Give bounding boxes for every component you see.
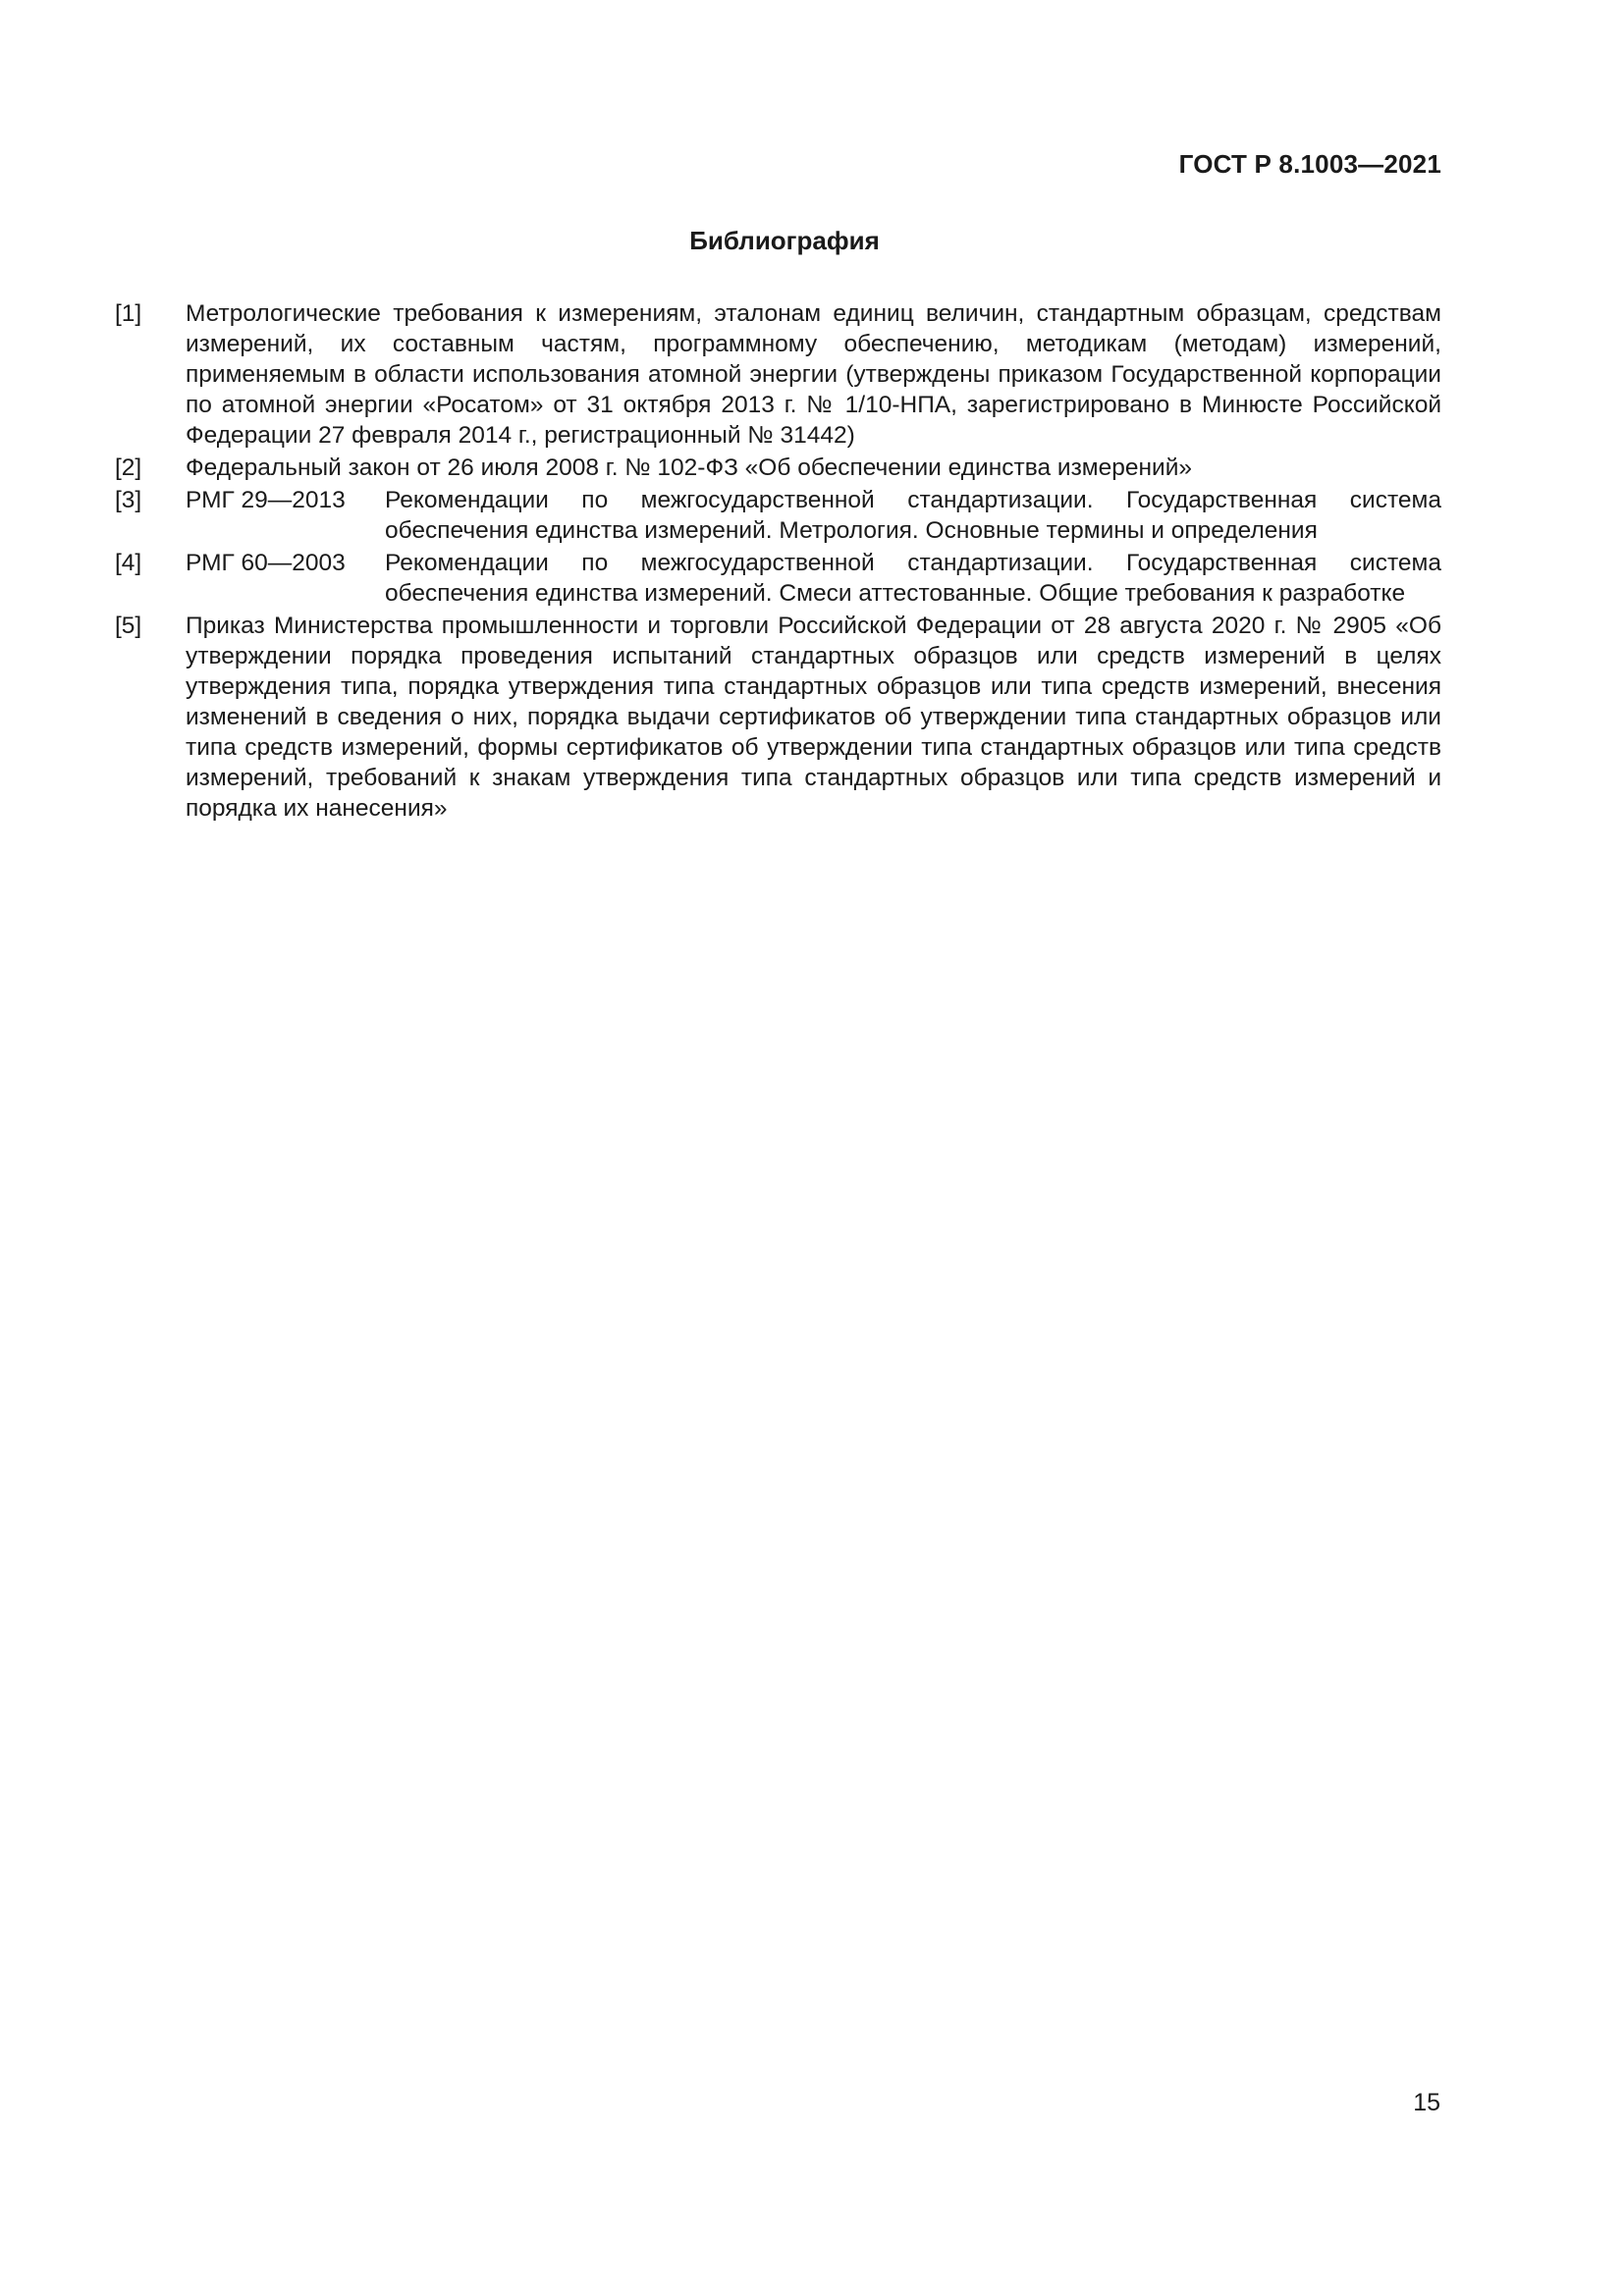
bibliography-entry-1	[115, 298, 1441, 451]
page-number: 15	[1413, 2089, 1440, 2116]
bibliography-list	[115, 298, 1441, 826]
entry-text: Метрологические требования к измерениям, эталонам единиц величин, стандартным образцам, средствам измерений, их составным частям, программному обеспечению, методикам (методам) измерений, применяемым в области использования атомной энергии (утверждены приказом Государственной корпорации по атомной энергии «Росатом» от 31 октября 2013 г. № 1/10-НПА, зарегистрировано в Минюсте Российской Федерации 27 февраля 2014 г., регистрационный № 31442)	[186, 300, 1441, 449]
section-title: Библиография	[689, 226, 880, 255]
bibliography-entry-2	[115, 453, 1441, 483]
entry-code: РМГ 60—2003	[186, 550, 346, 576]
entry-number: [2]	[115, 454, 142, 481]
entry-code: РМГ 29—2013	[186, 487, 346, 513]
bibliography-entry-5	[115, 611, 1441, 824]
entry-number: [5]	[115, 613, 142, 639]
bibliography-entry-4	[115, 548, 1441, 609]
entry-number: [3]	[115, 487, 142, 513]
entry-text: Федеральный закон от 26 июля 2008 г. № 102-ФЗ «Об обеспечении единства измерений»	[186, 454, 1193, 481]
standard-number: ГОСТ Р 8.1003—2021	[1178, 149, 1441, 179]
entry-number: [4]	[115, 550, 142, 576]
bibliography-entry-3	[115, 485, 1441, 546]
entry-text: Рекомендации по межгосударственной стандартизации. Государственная система обеспечения единства измерений. Метрология. Основные термины и определения	[385, 487, 1441, 544]
entry-number: [1]	[115, 300, 142, 327]
entry-text: Рекомендации по межгосударственной стандартизации. Государственная система обеспечения единства измерений. Смеси аттестованные. Общие требования к разработке	[385, 550, 1441, 607]
entry-text: Приказ Министерства промышленности и торговли Российской Федерации от 28 августа 2020 г. № 2905 «Об утверждении порядка проведения испытаний стандартных образцов или средств измерений в целях утверждения типа, порядка утверждения типа стандартных образцов или типа средств измерений, внесения изменений в сведения о них, порядка выдачи сертификатов об утверждении типа стандартных образцов или типа средств измерений, формы сертификатов об утверждении типа стандартных образцов или типа средств измерений, требований к знакам утверждения типа стандартных образцов или типа средств измерений и порядка их нанесения»	[186, 613, 1441, 822]
